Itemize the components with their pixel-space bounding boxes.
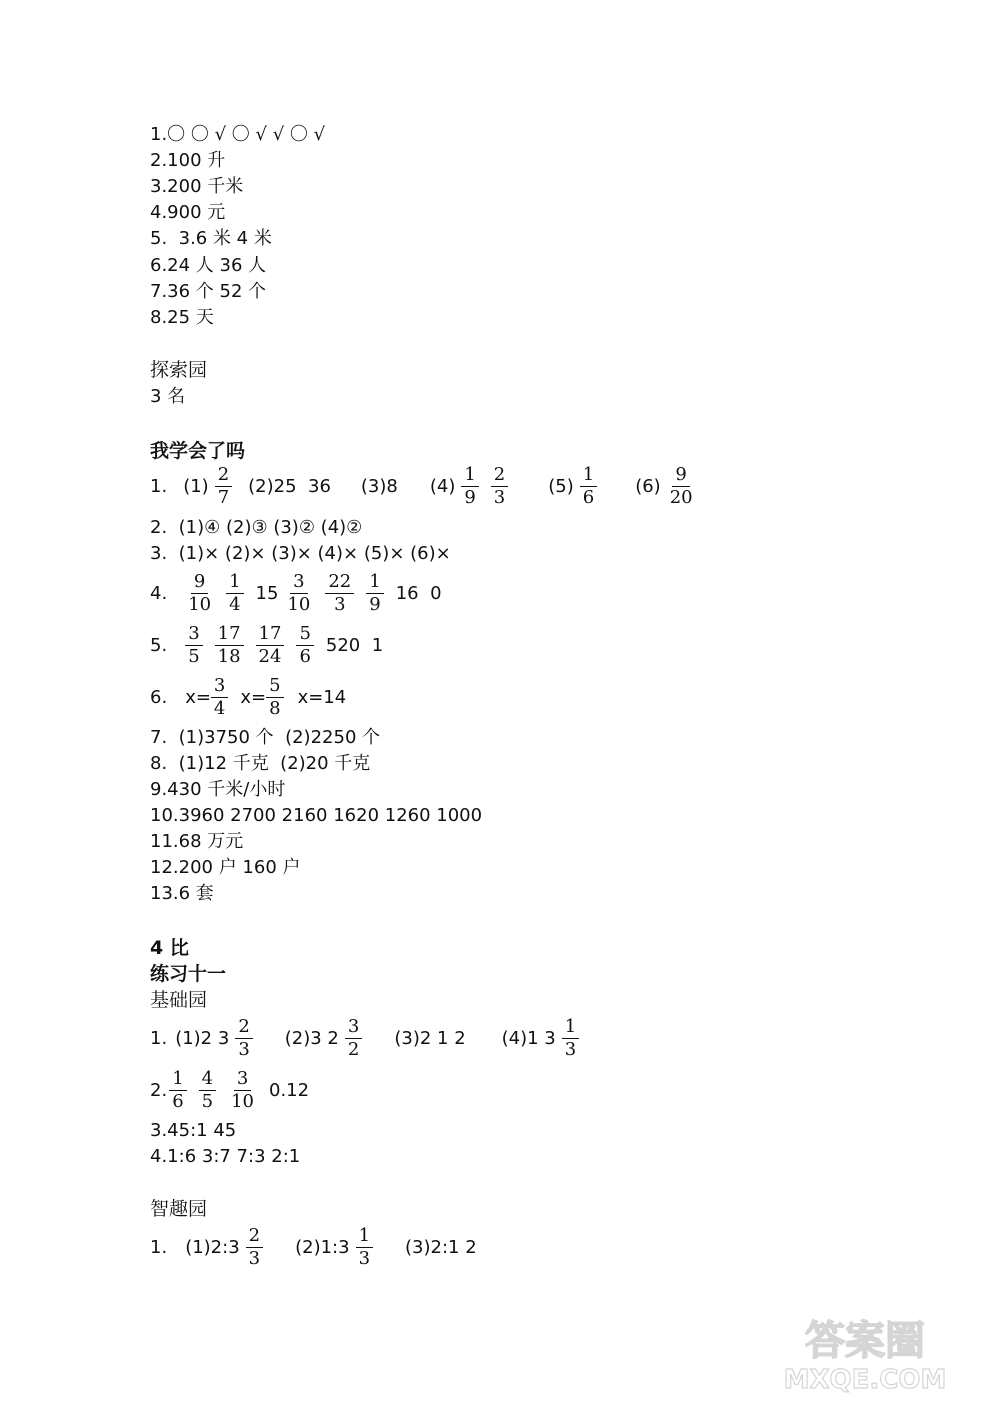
answer-line: [150, 228, 272, 250]
fraction: $\frac{3}{10}$: [287, 571, 311, 615]
answer-line-basic-q1: [150, 1017, 585, 1060]
answer-line: [150, 255, 266, 277]
section-heading-basic: 基础园: [150, 989, 208, 1011]
fraction: $\frac{9}{20}$: [669, 464, 693, 508]
fraction: $\frac{22}{3}$: [325, 572, 354, 615]
answer-line: [150, 727, 380, 749]
answer-line: [150, 517, 362, 539]
answer-text: (6): [635, 475, 661, 497]
fraction: $\frac{3}{2}$: [345, 1017, 362, 1060]
question-number: 1.: [150, 1236, 168, 1258]
answer-text: 16 0: [395, 582, 442, 604]
question-number: 1.: [150, 475, 168, 497]
answer-text: 8. (1)12 千克 (2)20 千克: [150, 753, 371, 774]
answer-line: [150, 1120, 236, 1142]
fraction: $\frac{1}{3}$: [356, 1226, 373, 1269]
fraction: $\frac{17}{24}$: [256, 624, 285, 667]
answer-line: [150, 753, 370, 775]
answer-text: 7.36 个 52 个: [150, 281, 267, 302]
answer-text: (1): [183, 475, 209, 497]
answer-text: 2.100 升: [150, 150, 226, 171]
question-number: 6.: [150, 686, 168, 708]
fraction: $\frac{1}{4}$: [226, 572, 243, 615]
answer-text: 520 1: [325, 634, 384, 656]
answer-text: (2)25 36: [248, 475, 331, 497]
fraction: $\frac{9}{10}$: [188, 571, 212, 615]
exercise-title: 练习十一: [150, 963, 227, 985]
answer-text: 13.6 套: [150, 883, 214, 904]
answer-line: [150, 307, 214, 329]
answer-text: 15: [255, 582, 279, 604]
answer-line-q4: [150, 572, 442, 615]
fraction: $\frac{3}{5}$: [185, 624, 202, 667]
answer-text: 0.12: [269, 1079, 310, 1101]
fraction: $\frac{3}{4}$: [211, 676, 228, 719]
watermark-line1: 答案圈: [805, 1318, 925, 1364]
answer-text: (3)2:1 2: [405, 1236, 477, 1258]
answer-text: x=: [185, 686, 211, 708]
section-heading-review: 我学会了吗: [150, 440, 246, 462]
answer-line: [150, 831, 243, 853]
answer-text: (2)3 2: [284, 1027, 339, 1049]
answer-text: 8.25 天: [150, 307, 214, 328]
answer-line: [150, 124, 325, 146]
question-number: 4.: [150, 582, 168, 604]
fraction: $\frac{2}{3}$: [491, 465, 508, 508]
answer-line: [150, 857, 301, 879]
answer-line-fun-q1: [150, 1226, 477, 1269]
answer-text: 11.68 万元: [150, 831, 244, 852]
answer-line: [150, 386, 185, 408]
answer-text: x=: [240, 686, 267, 708]
answer-text: 3. (1)× (2)× (3)× (4)× (5)× (6)×: [150, 543, 451, 564]
answer-text: 3 名: [150, 386, 186, 407]
fraction: $\frac{5}{8}$: [266, 676, 283, 719]
answer-line: [150, 1146, 300, 1168]
answer-line-q1: [150, 465, 702, 508]
answer-line: [150, 805, 482, 827]
fraction: $\frac{2}{3}$: [235, 1017, 252, 1060]
answer-text: (1)2 3: [175, 1027, 230, 1049]
answer-line: [150, 883, 214, 905]
fraction: $\frac{1}{6}$: [580, 465, 597, 508]
answer-text: 7. (1)3750 个 (2)2250 个: [150, 727, 381, 748]
answer-text: 3.45:1 45: [150, 1120, 237, 1141]
answer-text: 3.200 千米: [150, 176, 244, 197]
answer-text: (5): [548, 475, 574, 497]
answer-text: 2. (1)④ (2)③ (3)② (4)②: [150, 517, 363, 538]
question-number: 2.: [150, 1079, 168, 1101]
fraction: $\frac{2}{3}$: [246, 1226, 263, 1269]
answer-text: (2)1:3: [295, 1236, 350, 1258]
question-number: 5.: [150, 634, 168, 656]
answer-text: 10.3960 2700 2160 1620 1260 1000: [150, 805, 483, 826]
fraction: $\frac{1}{6}$: [169, 1069, 186, 1112]
answer-line: [150, 176, 243, 198]
answer-text: 4.1:6 3:7 7:3 2:1: [150, 1146, 301, 1167]
answer-text: 12.200 户 160 户: [150, 857, 301, 878]
question-number: 1.: [150, 1027, 168, 1049]
fraction: $\frac{1}{3}$: [562, 1017, 579, 1060]
fraction: $\frac{5}{6}$: [296, 624, 313, 667]
watermark-line2: MXQE.COM: [783, 1365, 947, 1394]
fraction: $\frac{1}{9}$: [366, 572, 383, 615]
answer-text: (4)1 3: [501, 1027, 556, 1049]
unit-title: 4 比: [150, 937, 189, 959]
answer-text: (4): [429, 475, 456, 497]
fraction: $\frac{1}{9}$: [461, 465, 478, 508]
section-heading-fun: 智趣园: [150, 1198, 208, 1220]
answer-text: (1)2:3: [185, 1236, 240, 1258]
answer-line-basic-q2: [150, 1069, 309, 1112]
answer-line: [150, 281, 266, 303]
answer-line-q5: [150, 624, 383, 667]
fraction: $\frac{4}{5}$: [199, 1069, 216, 1112]
answer-text: 4.900 元: [150, 202, 226, 223]
answer-text: (3)8: [360, 475, 398, 497]
answer-text: 1.〇 〇 √ 〇 √ √ 〇 √: [150, 124, 326, 145]
answer-line: [150, 543, 451, 565]
answer-text: (3)2 1 2: [394, 1027, 466, 1049]
watermark-logo: [760, 1314, 970, 1394]
answer-text: x=14: [297, 686, 347, 708]
fraction: $\frac{2}{7}$: [215, 465, 232, 508]
fraction: $\frac{17}{18}$: [215, 624, 244, 667]
answer-line: [150, 150, 225, 172]
section-heading-explore: 探索园: [150, 359, 208, 381]
answer-text: 6.24 人 36 人: [150, 255, 267, 276]
answer-line-q6: [150, 676, 346, 719]
answer-text: 9.430 千米/小时: [150, 779, 286, 800]
answer-line: [150, 202, 225, 224]
answer-line: [150, 779, 285, 801]
answer-text: 5. 3.6 米 4 米: [150, 228, 272, 249]
fraction: $\frac{3}{10}$: [231, 1068, 254, 1112]
